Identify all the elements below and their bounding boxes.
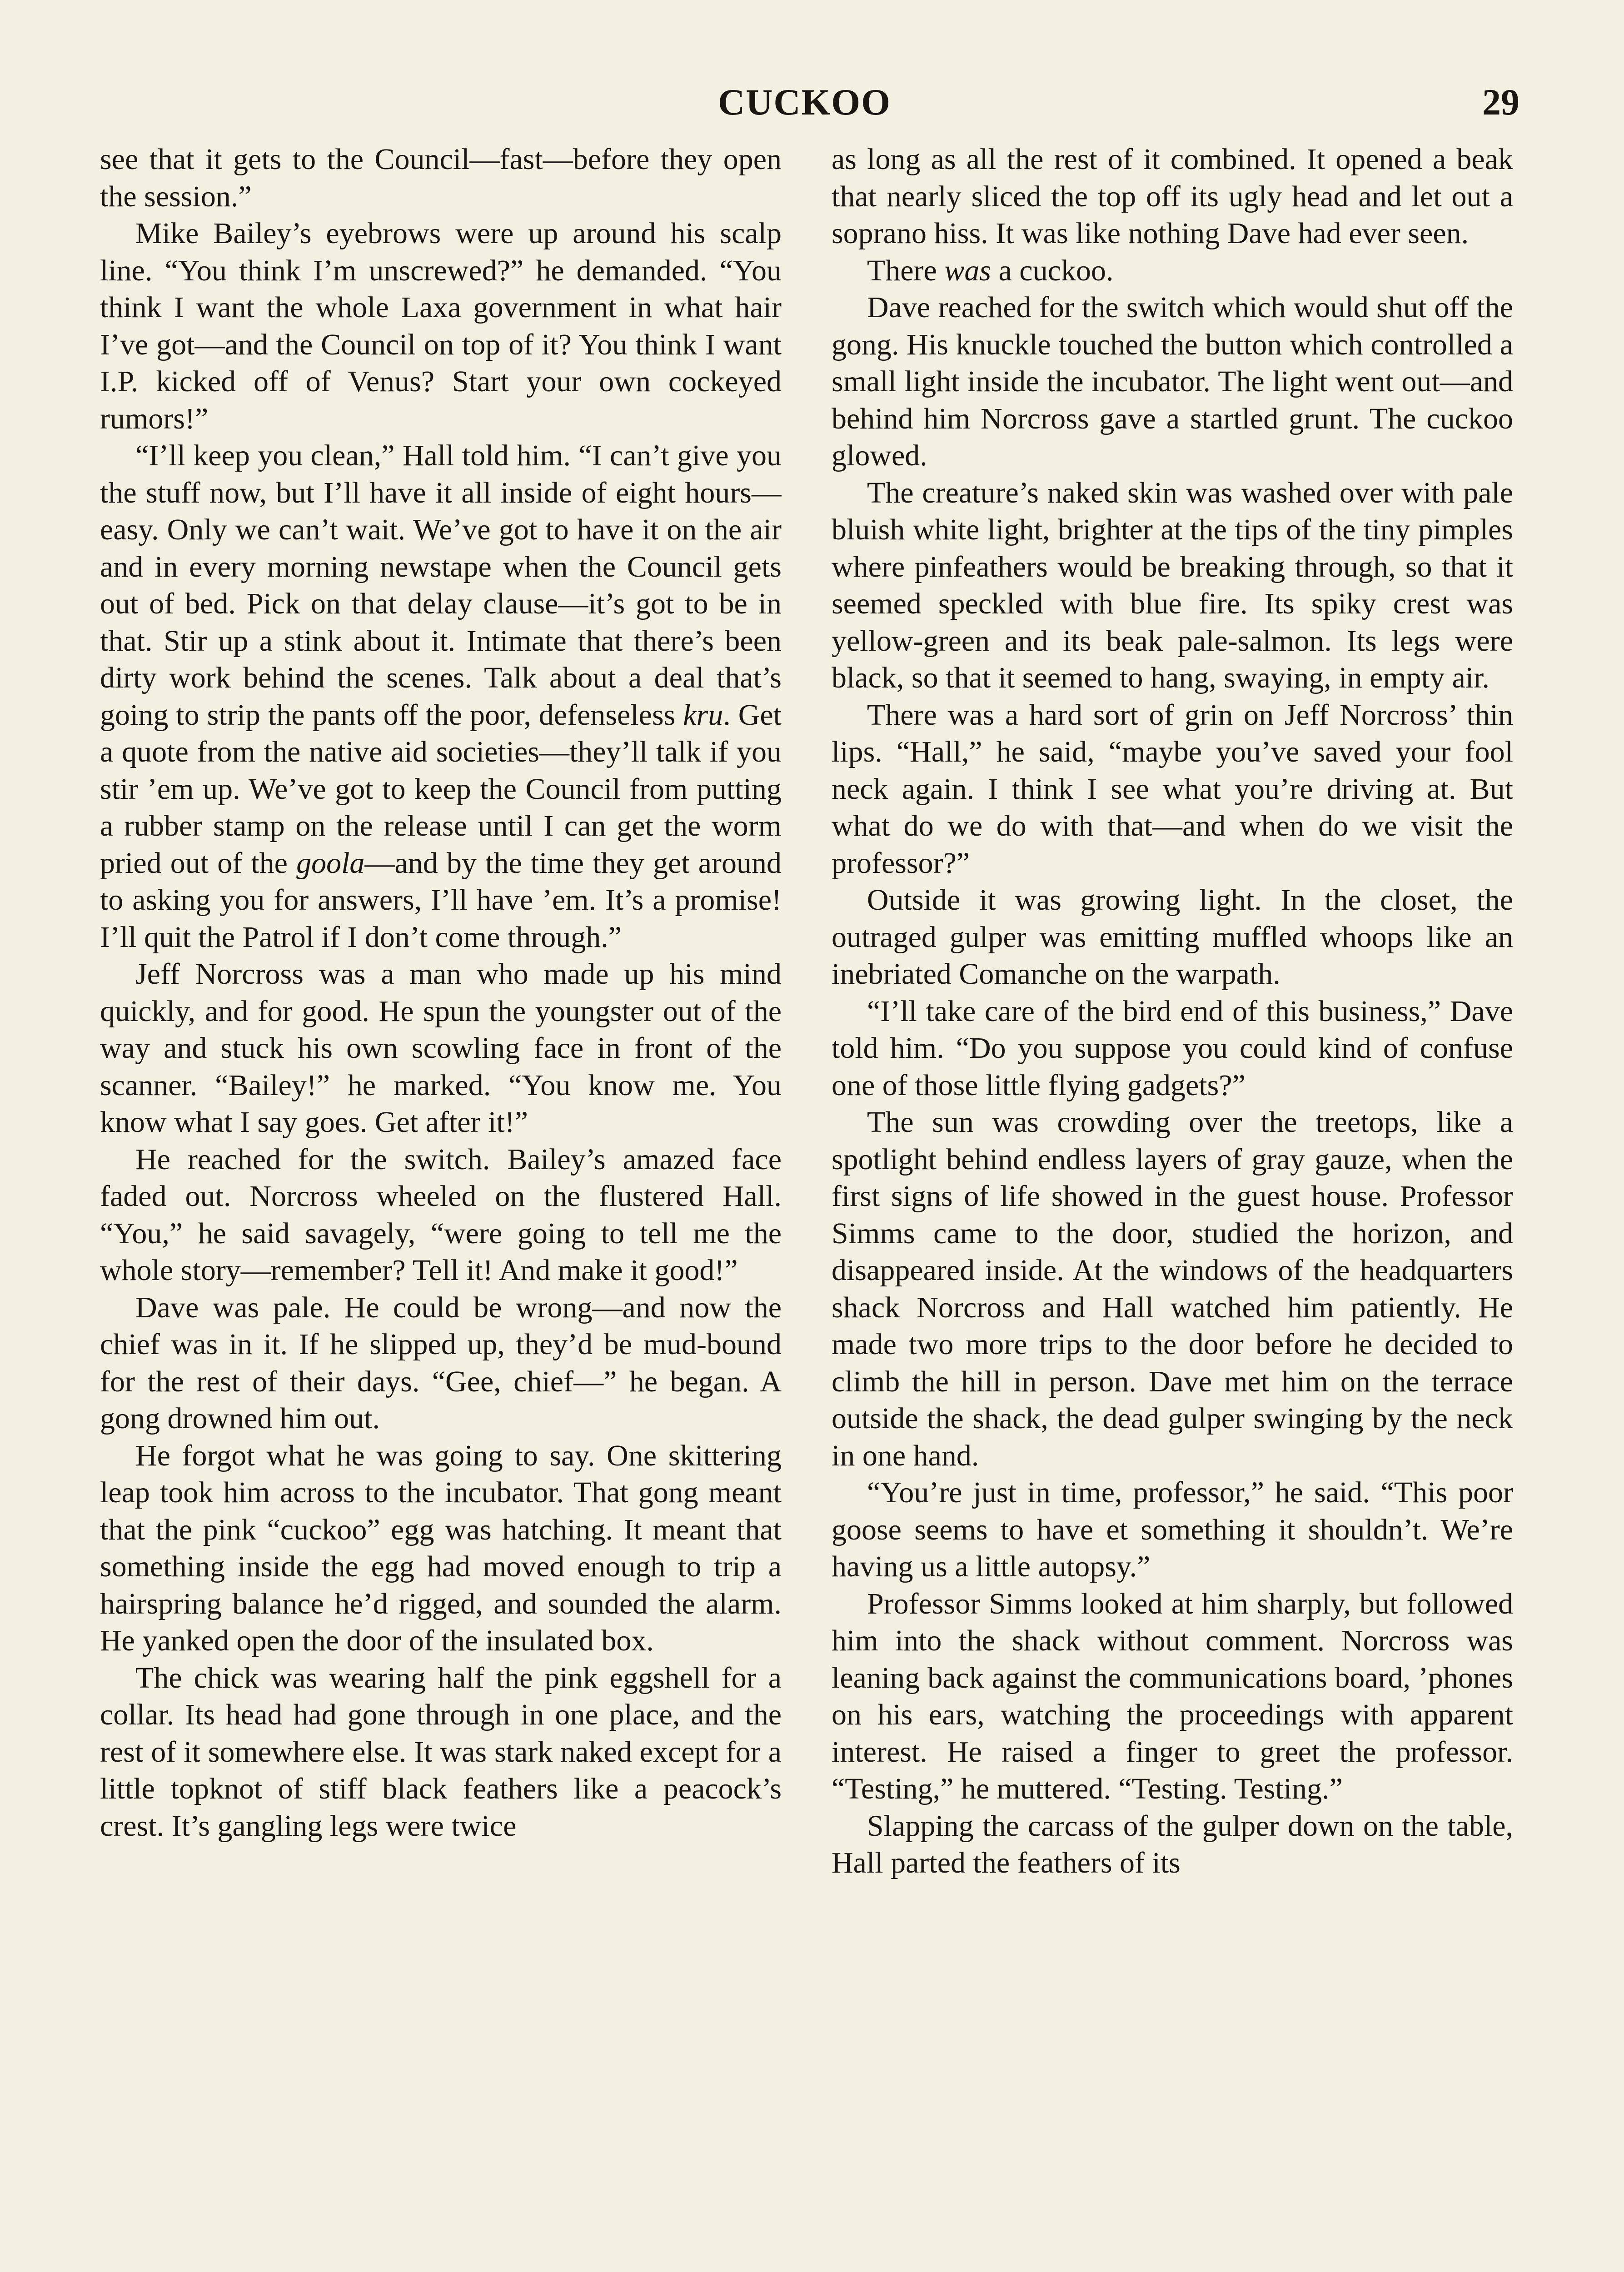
paragraph: Dave was pale. He could be wrong—and now the chief was in it. If he slipped up, they’d be mud-bound for the rest of their days. “Gee, chief—” he began. A gong drowned him out. xyxy=(100,1290,782,1435)
story-title: CUCKOO xyxy=(718,81,891,123)
paragraph: Dave reached for the switch which would shut off the gong. His knuckle touched the button which controlled a small light inside the incubator. The light went out—and behind him Norcross gave a startled grunt. The cuckoo glowed. xyxy=(832,291,1513,472)
paragraph: The chick was wearing half the pink eggshell for a collar. Its head had gone through in one place, and the rest of it somewhere else. It was stark naked except for a little topknot of stiff black feathers like a peacock’s crest. It’s gangling legs were twice xyxy=(100,1661,782,1843)
paragraph: “I’ll take care of the bird end of this business,” Dave told him. “Do you suppose you could kind of confuse one of those little flying gadgets?” xyxy=(832,994,1513,1102)
paragraph: “You’re just in time, professor,” he said. “This poor goose seems to have et something it shouldn’t. We’re having us a little autopsy.” xyxy=(832,1476,1513,1583)
running-head xyxy=(0,81,1624,131)
paragraph: The sun was crowding over the treetops, like a spotlight behind endless layers of gray gauze, when the first signs of life showed in the guest house. Professor Simms came to the door, studied the horizon, and disappeared inside. At the windows of the headquarters shack Norcross and Hall watched him patiently. He made two more trips to the door before he decided to climb the hill in person. Dave met him on the terrace outside the shack, the dead gulper swinging by the neck in one hand. xyxy=(832,1106,1513,1472)
right-column xyxy=(832,141,1513,2272)
paragraph: “I’ll keep you clean,” Hall told him. “I can’t give you the stuff now, but I’ll have it all inside of eight hours—easy. Only we can’t wait. We’ve got to have it on the air and in every morning newstape when the Council gets out of bed. Pick on that delay clause—it’s got to be in that. Stir up a stink about it. Intimate that there’s been dirty work behind the scenes. Talk about a deal that’s going to strip the pants off the poor, defenseless kru. Get a quote from the native aid societies—they’ll talk if you stir ’em up. We’ve got to keep the Council from putting a rubber stamp on the release until I can get the worm pried out of the goola—and by the time they get around to asking you for answers, I’ll have ’em. It’s a promise! I’ll quit the Patrol if I don’t come through.” xyxy=(100,439,782,954)
paragraph: as long as all the rest of it combined. It opened a beak that nearly sliced the top off its ugly head and let out a soprano hiss. It was like nothing Dave had ever seen. xyxy=(832,143,1513,250)
paragraph: He reached for the switch. Bailey’s amazed face faded out. Norcross wheeled on the flustered Hall. “You,” he said savagely, “were going to tell me the whole story—remember? Tell it! And make it good!” xyxy=(100,1142,782,1287)
paragraph: He forgot what he was going to say. One skittering leap took him across to the incubator. That gong meant that the pink “cuckoo” egg was hatching. It meant that something inside the egg had moved enough to trip a hairspring balance he’d rigged, and sounded the alarm. He yanked open the door of the insulated box. xyxy=(100,1439,782,1657)
paragraph: There was a hard sort of grin on Jeff Norcross’ thin lips. “Hall,” he said, “maybe you’ve saved your fool neck again. I think I see what you’re driving at. But what do we do with that—and when do we visit the professor?” xyxy=(832,698,1513,880)
paragraph: see that it gets to the Council—fast—before they open the session.” xyxy=(100,143,782,213)
paragraph: Mike Bailey’s eyebrows were up around his scalp line. “You think I’m unscrewed?” he demanded. “You think I want the whole Laxa government in what hair I’ve got—and the Council on top of it? You think I want I.P. kicked off of Venus? Start your own cockeyed rumors!” xyxy=(100,217,782,435)
page-number: 29 xyxy=(1482,81,1519,123)
paragraph: The creature’s naked skin was washed over with pale bluish white light, brighter at the tips of the tiny pimples where pinfeathers would be breaking through, so that it seemed speckled with blue fire. Its spiky crest was yellow-green and its beak pale-salmon. Its legs were black, so that it seemed to hang, swaying, in empty air. xyxy=(832,476,1513,694)
paragraph: There was a cuckoo. xyxy=(867,254,1114,287)
paragraph: Professor Simms looked at him sharply, but followed him into the shack without comment. Norcross was leaning back against the communications board, ’phones on his ears, watching the proceedings with apparent interest. He raised a finger to greet the professor. “Testing,” he muttered. “Testing. Testing.” xyxy=(832,1587,1513,1805)
paragraph: Outside it was growing light. In the closet, the outraged gulper was emitting muffled whoops like an inebriated Comanche on the warpath. xyxy=(832,883,1513,991)
left-column xyxy=(100,141,782,2272)
paragraph: Jeff Norcross was a man who made up his mind quickly, and for good. He spun the youngster out of the way and stuck his own scowling face in front of the scanner. “Bailey!” he marked. “You know me. You know what I say goes. Get after it!” xyxy=(100,957,782,1139)
paragraph: Slapping the carcass of the gulper down on the table, Hall parted the feathers of its xyxy=(832,1809,1513,1879)
